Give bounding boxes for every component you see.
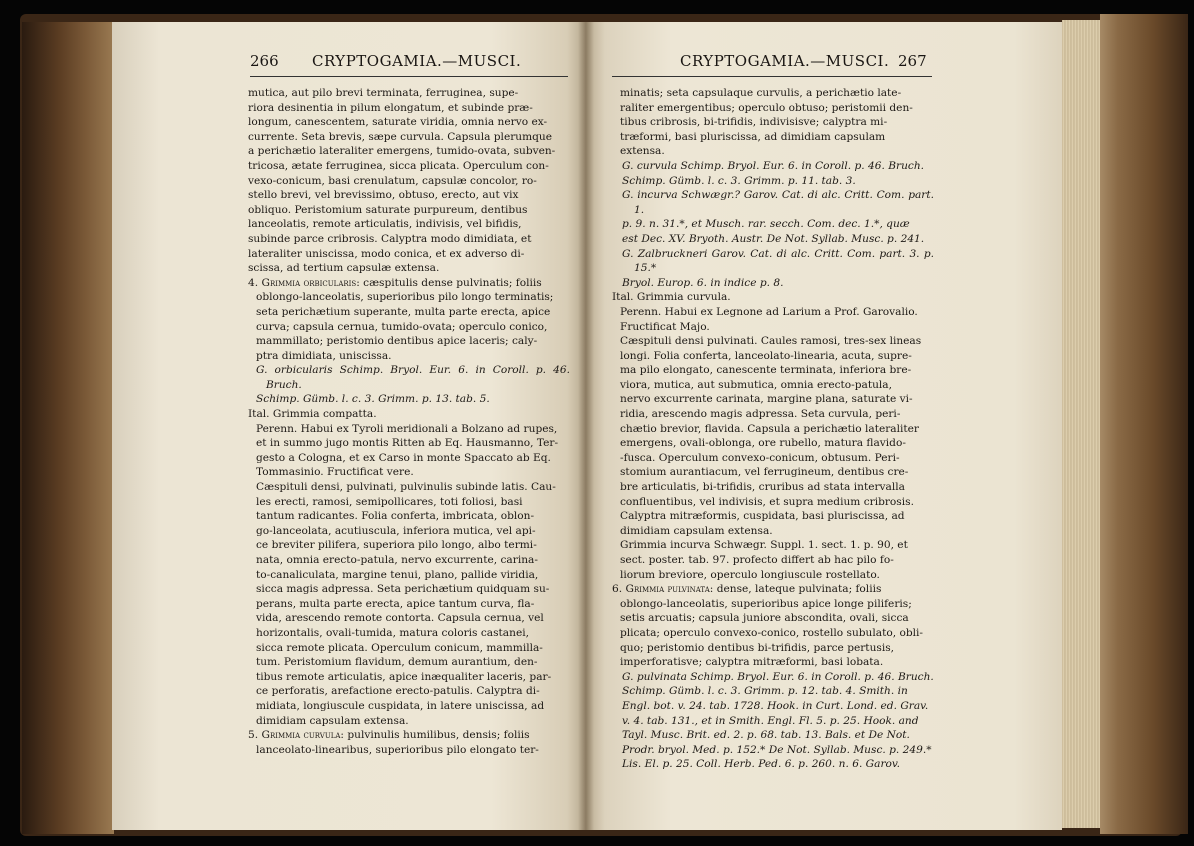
description-line: stomium aurantiacum, vel ferrugineum, dentibus cre- <box>620 466 909 479</box>
paragraph-line: mutica, aut pilo brevi terminata, ferruginea, supe- <box>248 87 519 99</box>
species-entry-5 <box>248 728 570 743</box>
diagnosis-line: curva; capsula cernua, tumido-ovata; operculo conico, <box>256 320 548 333</box>
description-line: emergens, ovali-oblonga, ore rubello, matura flavido- <box>620 437 906 450</box>
description-line: nervo excurrente carinata, margine plana, saturate vi- <box>620 393 913 406</box>
paragraph-line: tricosa, ætate ferruginea, sicca plicata. Operculum con- <box>248 159 549 172</box>
left-text-column <box>248 86 570 757</box>
reference-line: Schimp. Gümb. l. c. 3. Grimm. p. 13. tab. 5. <box>256 393 490 406</box>
species-entry-6 <box>612 582 934 597</box>
description-line: midiata, longiuscule cuspidata, in latere uniscissa, ad <box>256 699 545 712</box>
paragraph-line: a perichætio lateraliter emergens, tumido-ovata, subven- <box>248 145 556 158</box>
left-header-rule <box>250 76 568 77</box>
description-line: sicca magis adpressa. Seta perichætium quidquam su- <box>256 583 550 596</box>
description-line: horizontalis, ovali-tumida, matura coloris castanei, <box>256 626 529 639</box>
italian-name: Ital. Grimmia curvula. <box>612 291 731 304</box>
species-entry-4-heading: 4. Grimmia orbicularis: <box>248 276 360 289</box>
reference-line: G. Zalbruckneri Garov. Cat. di alc. Critt. Com. part. 3. p. 15.* <box>622 247 934 275</box>
diagnosis-line: oblongo-lanceolatis, superioribus pilo longo terminatis; <box>256 291 554 304</box>
description-line: go-lanceolata, acutiuscula, inferiora mutica, vel api- <box>256 524 536 537</box>
paragraph-line: stello brevi, vel brevissimo, obtuso, erecto, aut vix <box>248 189 519 202</box>
description-line: viora, mutica, aut submutica, omnia erecto-patula, <box>620 378 892 391</box>
habitat-line: Perenn. Habui ex Legnone ad Larium a Prof. Garovalio. <box>620 305 918 318</box>
right-running-head: CRYPTOGAMIA.—MUSCI. <box>680 52 890 70</box>
species-entry-5-heading: 5. Grimmia curvula: <box>248 729 344 742</box>
reference-line: G. pulvinata Schimp. Bryol. Eur. 6. in Coroll. p. 46. Bruch. <box>622 670 934 683</box>
description-line: nata, omnia erecto-patula, nervo excurrente, carina- <box>256 554 538 566</box>
paragraph-line: lateraliter uniscissa, modo conica, et ex adverso di- <box>248 247 525 260</box>
description-line: tantum radicantes. Folia conferta, imbricata, oblon- <box>256 510 535 523</box>
reference-line: Engl. bot. v. 24. tab. 1728. Hook. in Curt. Lond. ed. Grav. <box>622 699 929 712</box>
reference-line: Bryol. Europ. 6. in indice p. 8. <box>622 276 784 289</box>
paragraph-line: raliter emergentibus; operculo obtuso; peristomii den- <box>620 101 913 114</box>
paragraph-line: lanceolatis, remote articulatis, indivisis, vel bifidis, <box>248 218 522 231</box>
description-line: Calyptra mitræformis, cuspidata, basi pluriscissa, ad <box>620 510 905 523</box>
diagnosis-line: plicata; operculo convexo-conico, rostello subulato, obli- <box>620 626 923 639</box>
right-cover-edge <box>1100 14 1188 834</box>
reference-line: G. incurva Schwægr.? Garov. Cat. di alc. Critt. Com. part. 1. <box>622 189 934 216</box>
reference-line: Schimp. Gümb. l. c. 3. Grimm. p. 12. tab. 4. Smith. in <box>622 685 908 698</box>
description-line: chætio brevior, flavida. Capsula a perichætio lateraliter <box>620 422 919 435</box>
description-line: bre articulatis, bi-trifidis, cruribus ad stata intervalla <box>620 481 905 494</box>
paragraph-line: tibus cribrosis, bi-trifidis, indivisisve; calyptra mi- <box>620 116 888 129</box>
reference-line: Schimp. Gümb. l. c. 3. Grimm. p. 11. tab. 3. <box>622 174 856 187</box>
description-line: Cæspituli densi pulvinati. Caules ramosi, tres-sex lineas <box>620 335 922 348</box>
diagnosis-line: quo; peristomio dentibus bi-trifidis, parce pertusis, <box>620 641 895 654</box>
diagnosis-line: mammillato; peristomio dentibus apice laceris; caly- <box>256 335 538 348</box>
habitat-line: Perenn. Habui ex Tyroli meridionali a Bolzano ad rupes, <box>256 422 558 435</box>
species-entry-4 <box>248 276 570 291</box>
description-line: -fusca. Operculum convexo-conicum, obtusum. Peri- <box>620 451 900 464</box>
description-line: tibus remote articulatis, apice inæqualiter laceris, par- <box>256 670 552 683</box>
reference-line: est Dec. XV. Bryoth. Austr. De Not. Syllab. Musc. p. 241. <box>622 232 925 245</box>
paragraph-line: currente. Seta brevis, sæpe curvula. Capsula plerumque <box>248 130 553 143</box>
paragraph-line: scissa, ad tertium capsulæ extensa. <box>248 262 440 275</box>
description-line: longi. Folia conferta, lanceolato-linearia, acuta, supre- <box>620 349 912 362</box>
paragraph-line: minatis; seta capsulaque curvulis, a perichætio late- <box>620 87 902 99</box>
paragraph-line: riora desinentia in pilum elongatum, et subinde præ- <box>248 101 533 114</box>
habitat-line: et in summo jugo montis Ritten ab Eq. Hausmanno, Ter- <box>256 437 559 450</box>
reference-line: p. 9. n. 31.*, et Musch. rar. secch. Com. dec. 1.*, quæ <box>622 218 910 231</box>
paragraph-line: vexo-conicum, basi crenulatum, capsulæ concolor, ro- <box>248 174 537 187</box>
paragraph-line: subinde parce cribrosis. Calyptra modo dimidiata, et <box>248 232 532 245</box>
reference-line: G. orbicularis Schimp. Bryol. Eur. 6. in Coroll. p. 46. Bruch. <box>256 364 570 391</box>
description-line: ce perforatis, arefactione erecto-patulis. Calyptra di- <box>256 685 540 698</box>
left-cover-edge <box>22 22 114 834</box>
species-entry-5-text: pulvinulis humilibus, densis; foliis <box>344 729 530 742</box>
reference-line: Prodr. bryol. Med. p. 152.* De Not. Syllab. Musc. p. 249.* <box>622 743 932 756</box>
left-page-number: 266 <box>250 52 279 70</box>
habitat-line: Fructificat Majo. <box>620 320 710 333</box>
description-line: Cæspituli densi, pulvinati, pulvinulis subinde latis. Cau- <box>256 481 556 494</box>
description-line: tum. Peristomium flavidum, demum aurantium, den- <box>256 656 538 669</box>
diagnosis-line: lanceolato-linearibus, superioribus pilo elongato ter- <box>256 743 539 756</box>
note-line: liorum breviore, operculo longiuscule rostellato. <box>620 568 880 581</box>
habitat-line: gesto a Cologna, et ex Carso in monte Spaccato ab Eq. <box>256 451 551 464</box>
description-line: ma pilo elongato, canescente terminata, inferiora bre- <box>620 364 912 377</box>
description-line: sicca remote plicata. Operculum conicum, mammilla- <box>256 641 543 654</box>
description-line: ridia, arescendo magis adpressa. Seta curvula, peri- <box>620 408 901 421</box>
reference-line: G. curvula Schimp. Bryol. Eur. 6. in Coroll. p. 46. Bruch. <box>622 159 925 172</box>
description-line: vida, arescendo remote contorta. Capsula cernua, vel <box>256 612 544 625</box>
italian-name: Ital. Grimmia compatta. <box>248 408 377 421</box>
right-page-number: 267 <box>898 52 927 70</box>
diagnosis-line: oblongo-lanceolatis, superioribus apice longe piliferis; <box>620 597 912 610</box>
reference-line: Lis. El. p. 25. Coll. Herb. Ped. 6. p. 260. n. 6. Garov. <box>622 758 900 771</box>
note-line: Grimmia incurva Schwægr. Suppl. 1. sect. 1. p. 90, et <box>620 539 908 552</box>
paragraph-line: obliquo. Peristomium saturate purpureum, dentibus <box>248 203 528 216</box>
description-line: to-canaliculata, margine tenui, plano, pallide viridia, <box>256 568 539 581</box>
paragraph-line: longum, canescentem, saturate viridia, omnia nervo ex- <box>248 116 548 129</box>
description-line: dimidiam capsulam extensa. <box>256 714 409 727</box>
diagnosis-line: setis arcuatis; capsula juniore abscondita, ovali, sicca <box>620 612 909 625</box>
description-line: ce breviter pilifera, superiora pilo longo, albo termi- <box>256 539 537 552</box>
book-gutter <box>578 22 594 830</box>
diagnosis-line: imperforatisve; calyptra mitræformi, basi lobata. <box>620 656 884 669</box>
note-line: sect. poster. tab. 97. profecto differt ab hac pilo fo- <box>620 554 894 566</box>
right-header-rule <box>612 76 932 77</box>
species-entry-6-heading: 6. Grimmia pulvinata: <box>612 583 714 596</box>
species-entry-4-text: cæspitulis dense pulvinatis; foliis <box>359 276 542 289</box>
left-running-head: CRYPTOGAMIA.—MUSCI. <box>312 52 522 70</box>
description-line: confluentibus, vel indivisis, et supra medium cribrosis. <box>620 495 914 508</box>
reference-line: v. 4. tab. 131., et in Smith. Engl. Fl. 5. p. 25. Hook. and <box>622 714 919 727</box>
description-line: dimidiam capsulam extensa. <box>620 524 773 537</box>
paragraph-line: træformi, basi pluriscissa, ad dimidiam capsulam <box>620 130 886 143</box>
description-line: les erecti, ramosi, semipollicares, toti foliosi, basi <box>256 495 523 508</box>
reference-line: Tayl. Musc. Brit. ed. 2. p. 68. tab. 13. Bals. et De Not. <box>622 729 910 742</box>
species-entry-6-text: dense, lateque pulvinata; foliis <box>713 583 882 596</box>
diagnosis-line: seta perichætium superante, multa parte erecta, apice <box>256 305 551 318</box>
description-line: perans, multa parte erecta, apice tantum curva, fla- <box>256 597 535 610</box>
paragraph-line: extensa. <box>620 145 665 158</box>
diagnosis-line: ptra dimidiata, uniscissa. <box>256 349 392 362</box>
habitat-line: Tommasinio. Fructificat vere. <box>256 466 414 479</box>
right-text-column <box>612 86 934 772</box>
